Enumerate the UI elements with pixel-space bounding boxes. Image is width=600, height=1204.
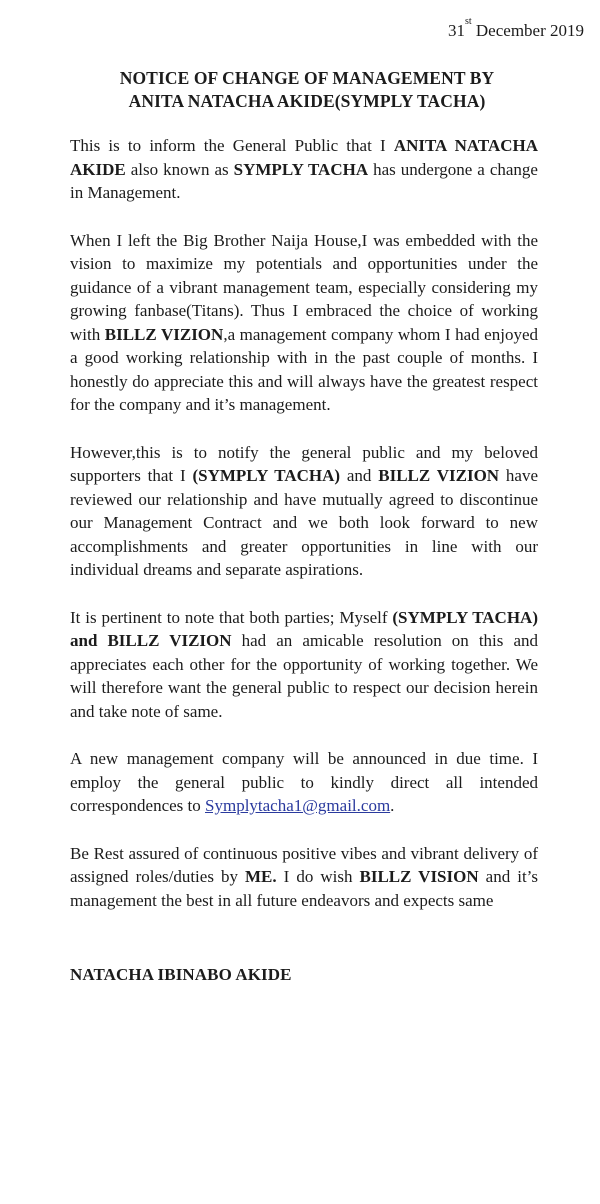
para4-text-1: It is pertinent to note that both parties; Myself: [70, 607, 393, 627]
para1-text-3: has undergone a change in Management.: [70, 159, 538, 202]
signature-name: NATACHA IBINABO AKIDE: [70, 965, 292, 984]
para3-text-1: However,this is to notify the general public and my beloved supporters that I: [70, 442, 538, 485]
para2-bold-company: BILLZ VIZION: [104, 324, 224, 344]
paragraph-notification: [70, 441, 538, 582]
para1-text-1: This is to inform the General Public that I: [70, 136, 394, 155]
notice-title-line-1: NOTICE OF CHANGE OF MANAGEMENT BY: [119, 68, 495, 88]
para5-text-2: .: [390, 796, 395, 815]
date-month-year: December 2019: [471, 21, 584, 40]
para1-text-2: also known as: [125, 159, 234, 179]
para1-bold-alias: SYMPLY TACHA: [233, 159, 369, 179]
date-day: 31: [447, 21, 465, 40]
para3-text-2: and: [340, 466, 379, 485]
para2-text-2: ,a management company whom I had enjoyed a good working relationship with in the past couple of months. I honestly do appreciate this and will always have the greatest respect for the company and it’s management.: [70, 324, 538, 414]
para3-bold-company: BILLZ VIZION: [378, 466, 500, 485]
notice-title-line-2: ANITA NATACHA AKIDE(SYMPLY TACHA): [128, 91, 486, 111]
paragraph-intro: [70, 134, 538, 205]
paragraph-background: [70, 229, 538, 417]
para3-text-3: have reviewed our relationship and have mutually agreed to discontinue our Management Contract and we both look forward to new accomplishments and greater opportunities in line with our individual dreams and separate aspirations.: [70, 466, 538, 579]
date-suffix: st: [464, 16, 472, 27]
paragraph-closing: [70, 842, 538, 913]
para4-bold-parties: (SYMPLY TACHA) and BILLZ VIZION: [70, 607, 538, 650]
paragraph-resolution: [70, 606, 538, 724]
para3-bold-alias: (SYMPLY TACHA): [192, 466, 341, 485]
para2-text-1: When I left the Big Brother Naija House,I was embedded with the vision to maximize my potentials and opportunities under the guidance of a vibrant management team, especially considering my growing fanbase(Titans). Thus I embraced the choice of working with: [70, 230, 538, 344]
para4-text-2: had an amicable resolution on this and appreciates each other for the opportunity of working together. We will therefore want the general public to respect our decision herein and take note of same.: [70, 631, 539, 721]
date-line: [70, 16, 584, 42]
contact-email-link[interactable]: Symplytacha1@gmail.com: [205, 796, 391, 815]
para5-text-1: A new management company will be announced in due time. I employ the general public to kindly direct all intended correspondences to: [70, 749, 538, 815]
para6-bold-me: ME.: [244, 867, 277, 886]
para1-bold-name: ANITA NATACHA AKIDE: [70, 136, 538, 179]
para6-text-2: I do wish: [276, 867, 360, 886]
para6-bold-company: BILLZ VISION: [359, 867, 479, 886]
para6-text-3: and it’s management the best in all future endeavors and expects same: [70, 867, 539, 910]
para6-text-1: Be Rest assured of continuous positive vibes and vibrant delivery of assigned roles/duties by: [70, 843, 538, 886]
paragraph-new-management: [70, 747, 538, 818]
notice-title: [60, 67, 554, 113]
